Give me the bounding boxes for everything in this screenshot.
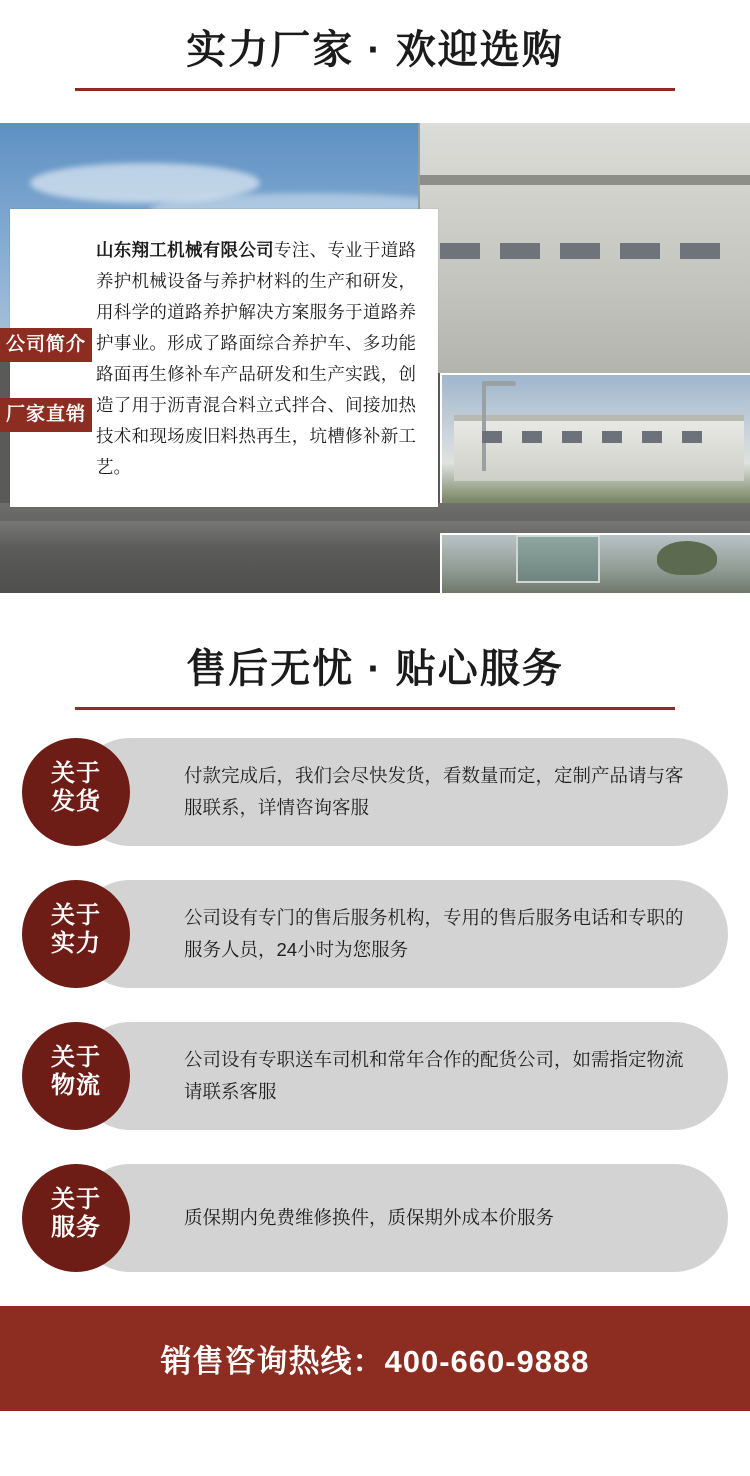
window-shape [562,431,582,443]
service-bubble [76,880,728,988]
service-bubble [76,1164,728,1272]
service-title: 售后无忧 · 贴心服务 [186,647,564,691]
badge-line-1: 关于 [51,760,101,787]
badge-line-2: 发货 [51,788,101,815]
door-shape [516,535,600,583]
window-shape [602,431,622,443]
window-shape [680,243,720,259]
title-divider [75,707,675,710]
roofline [420,175,750,185]
section-title-top [0,0,750,105]
badge-line-2: 服务 [51,1214,101,1241]
hotline-text[interactable]: 销售咨询热线：400-660-9888 [160,1344,590,1379]
service-text: 公司设有专门的售后服务机构，专用的售后服务电话和专职的服务人员，24小时为您服务 [184,907,684,960]
title-divider [75,88,675,91]
window-shape [642,431,662,443]
company-name: 山东翔工机械有限公司 [96,240,274,260]
service-text: 付款完成后，我们会尽快发货，看数量而定，定制产品请与客服联系，详情咨询客服 [184,765,684,818]
factory-wall [454,415,744,481]
service-text: 公司设有专职送车司机和常年合作的配货公司，如需指定物流请联系客服 [184,1049,684,1102]
service-badge-shipping [22,738,130,846]
badge-line-2: 物流 [51,1072,101,1099]
list-item [22,738,728,846]
window-shape [620,243,660,259]
bush-shape [657,541,717,575]
service-bubble [76,1022,728,1130]
company-banner [0,123,750,593]
street-lamp-icon [482,381,486,471]
window-shape [560,243,600,259]
entrance-photo [440,533,750,593]
badge-line-1: 关于 [51,902,101,929]
list-item [22,880,728,988]
page-title: 实力厂家 · 欢迎选购 [186,28,564,72]
service-badge-strength [22,880,130,988]
service-badge-service [22,1164,130,1272]
window-shape [440,243,480,259]
tab-company-intro[interactable]: 公司简介 [0,328,92,362]
factory-building-photo [418,123,750,373]
footer-hotline-bar [0,1306,750,1411]
service-bubble [76,738,728,846]
window-shape [482,431,502,443]
badge-line-2: 实力 [51,930,101,957]
list-item [22,1164,728,1272]
tab-factory-direct[interactable]: 厂家直销 [0,398,92,432]
badge-line-1: 关于 [51,1044,101,1071]
window-shape [522,431,542,443]
service-list [0,734,750,1272]
section-title-service [0,619,750,724]
window-shape [682,431,702,443]
window-shape [500,243,540,259]
badge-line-1: 关于 [51,1186,101,1213]
list-item [22,1022,728,1130]
service-text: 质保期内免费维修换件，质保期外成本价服务 [184,1207,555,1228]
service-badge-logistics [22,1022,130,1130]
company-intro-body: 专注、专业于道路养护机械设备与养护材料的生产和研发，用科学的道路养护解决方案服务于道路养护事业。形成了路面综合养护车、多功能路面再生修补车产品研发和生产实践，创造了用于沥青混合料立式拌合、间接加热技术和现场废旧料热再生，坑槽修补新工艺。 [96,240,417,477]
